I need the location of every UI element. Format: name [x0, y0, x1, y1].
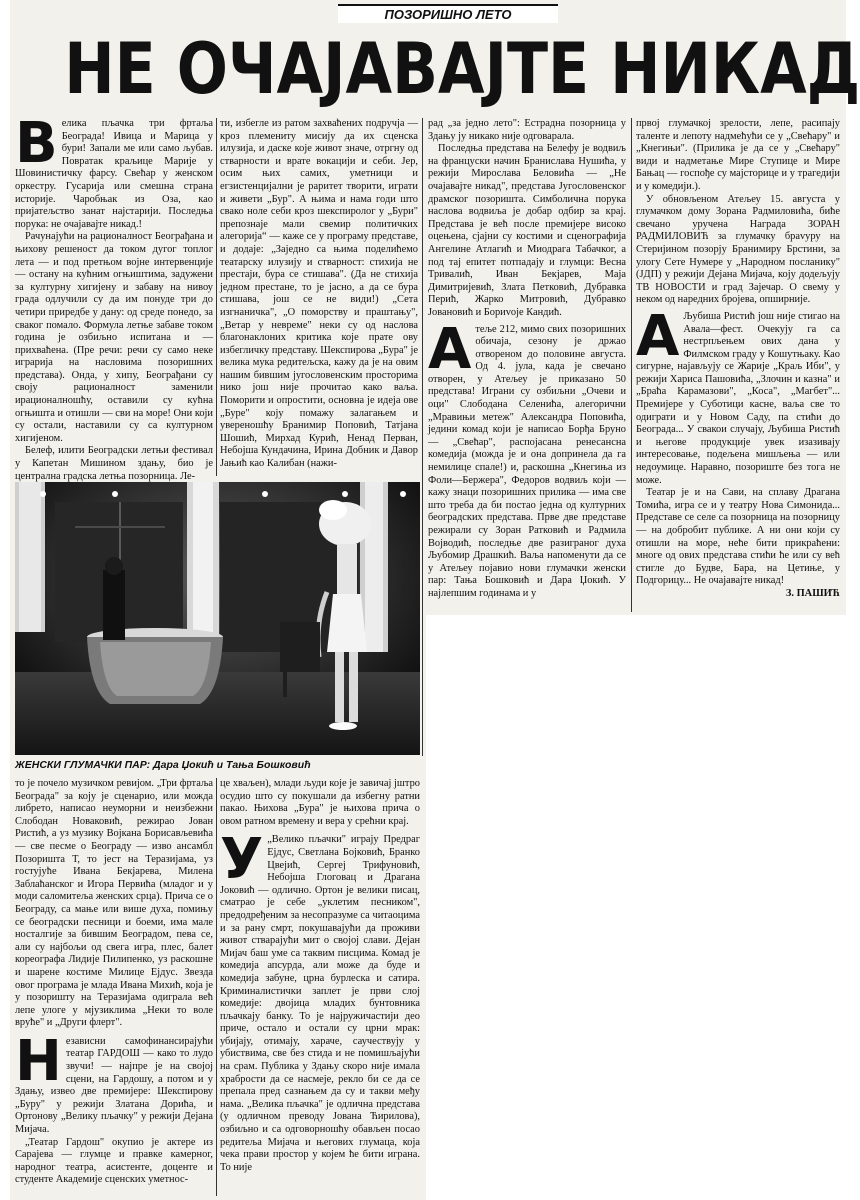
drop-cap: А — [636, 303, 680, 369]
column-text: Последња представа на Белефу је водвиљ на француски начин Бранислава Нушића, у режији Мирослава Беловића — „Не очајавајте никад", представа Југословенског драмског позоришта. Симболична порука наслова водвиља је добар одбир за крај. Представа је већ после премијере високо оцењена, сјајни су костими и сценографија Ангелине Атлагић и Миодрага Табачког, а под тај епитет потпадају и глумци: Весна Тривалић, Иван Бекјарев, Маја Димитријевић, Злата Петковић, Дубравка Перић, Жарко Митровић, Дубравко Јовановић и Бориvoје Кандић. — [428, 143, 626, 318]
column-text: елика пљачка три фртаља Београда! Ивица и Марица у бури! Запали ме или само љубав. Повратак краљице Марије у Шовинистичку фарсу. Свећар у женском оркестру. Гусарија или смешна страна историје. Чаробњак из Оза, као пријатељство занат најстарији. Последња порука: не очајавајте никад.! — [15, 118, 213, 230]
photo-caption: ЖЕНСКИ ГЛУМАЧКИ ПАР: Дара Џокић и Тања Бошковић — [15, 759, 311, 771]
column-text: це хваљен), млади људи које је завичај јштро осудио што су покушали да избегну ратни пакао. Њихова „Бура" је њихова прича о овом ратном времену и вера у срећни крај. — [220, 778, 420, 827]
column-text: Театар је и на Сави, на сплаву Драгана Томића, игра се и у театру Нова Симонида... Представе се селе са позорница на позорницу — на добробит публике. А ни они који су отишли на море, неће бити прикраћени: многе од ових представа стићи ће или су већ стигле до Будве, Бара, на Цетиње, у Подгорицу... Не очајавајте никад! — [636, 487, 840, 587]
author-signature: З. ПАШИЋ — [785, 587, 840, 599]
column-text: Рачунајући на рационалност Београђана и њихову решеност да током дугог топлог лета — и под претњом војне интервенције — остану на кућним огњиштима, задужени за културну хигијену и забаву на нивоу града одлучили су да им понуде три до четири приредбе у дану: од среде понедо, за сваког помало. Формула летње забаве током година је озбиљно испитана и — прихваћена. (Пре речи: речи су само неке игрaрија на насловима позоришних представа). Онда, у хипу, Београђани су своју рационалност заменили ирационалношћу, оставили су кућна огњишта и отишли — сви на море! Они који су остали, наставили су са културном хигијеном. — [15, 231, 213, 444]
column-text: Љубиша Ристић још није стигао на Авала—фест. Очекују га са нестрпљењем ових дана у Филмском граду у Кошутњаку. Као сигурне, најављују се Жарије „Краљ Иби", у режији Хариса Пашовића, „Злочин и казна" и „Браћа Карамазови", „Коса", „Магбет"... Премијере у Суботици касне, ваља све то одиграти и у Новом Саду, па стићи до Београда... У свакои случају, Љубиша Ристић и његове продукције увек изазивају интересовање, подељена мишљења — или недоумице. Наравно, позориште без тога не може. — [636, 310, 840, 486]
column-text: ти, избегле из ратом захваћених подручја — кроз племениту мисију да их сценска илузија, и даске које живот значе, отргну од стварности и врате вокацији и себи. Јер, осим њих самих, уметници и егзистенцијални је раритет творити, играти и живети „Бур". А њима и нама годи што свако ноле себи кроз шекспиролог у „Бури" препознаје мали свемир политичких алегорија“ — каже се у програму представе, и додаје: „Заједно са њима поделићемо театарску илузију и стварност: стихија не престаји, бура се стишава". (Да не стихија једном престане, то је јасно, а да се бура стишава, још се не види!) „Сета изгнаничка", „О поморству и праштању", „Ветар у невреме" неки су од наслова благонаклоних критика које прате ову избегличку представу. Шекспирова „Бура" је велика мука редитељска, кажу да је на овим нашим бившим југословенским просторима нико још није прочитао како ваља. Поморити и опростити, основна је идеја ове „Буре" коју помажу залагањем и увереношћу Бранимир Поповић, Татјана Шошић, Мирхад Курић, Ненад Перван, Небојша Кундачина, Ирина Добник и Давор Јањић као Калибан (нажи- — [220, 118, 418, 470]
column-text: езависни самофинансирајући театар ГАРДОШ — како то лудо звучи! — најпре је на својој сцени, на Гардошу, а потом и у Здању, извео две премијере: Шекспирову „Буру" у режији Златана Дорића, и Ортонову „Велику пљачку" у режији Дејана Мијача. — [15, 1035, 213, 1136]
column-text: „Велико пљачки" играју Предраг Ејдус, Светлана Бојковић, Бранко Цвејић, Сергеј Трифуновић, Небојша Глоговац и Драгана Јоковић — одлично. Ортон је велики писац, сматрао је себе „уклетим песником", предодређеним за несопразуме са читаоцима и за рану смрт, покушавајући да проживи живот стварајући мит о својој слави. Дејан Мијач баш уме са таквим писцима. Комад је комедија апсурда, али може да буде и комедија забуне, црна бурлеска и сатира. Криминалистички заплет је први слој комедије: двојица младих бунтовника пљачкају банку. То је најружичастији део приче, остало и остали су црни мрак: убијају, отимају, хараче, саучествују у убиствима, све без стида и не помишљајући на срам. Публика у Здању скоро није имала храбрости да се насмеје, рекло би се да се препала пред сазнањем да су и такви међу нама. „Велика пљачка" је одлична представа (у одличном преводу Јована Ћирилова), озбиљно и са одговорношћу обављен посао редитеља Мијача и његових глумаца, која чека прави простор у којем ће бити играна. То није — [220, 834, 420, 1173]
article-column-1 — [15, 111, 213, 482]
column-text: првој глумачкој зрелости, лепе, расипају таленте и лепоту надмећући се у „Свећару" и „Кнегињи". (Прилика је да се у „Свећару" види и надметање Мире Ступице и Мире Бањац — госпође су мајсторице и у трагедији и у комедији.). — [636, 118, 840, 192]
drop-cap: А — [428, 316, 472, 382]
column-rule — [422, 118, 423, 756]
column-rule — [216, 118, 217, 476]
headline: НЕ ОЧАЈАВАЈТЕ НИКАД — [64, 28, 860, 110]
column-text: рад „за једно лето": Естрадна позорница у Здању ју никако није одговарала. — [428, 118, 626, 142]
column-text: „Театар Гардош" окупио је актере из Сарајева — глумце и правке камерног, народног театра, асистенте, доценте и студенте Академије сценских уметнос- — [15, 1136, 213, 1186]
article-column-6 — [220, 778, 420, 1196]
article-column-4 — [636, 118, 840, 612]
column-text: теље 212, мимо свих позоришних обичаја, сезону је држао отвореном до половине августа. Од 4. јула, када је свечано отворен, у Атељеу је приказано 50 представа! Играни су озбиљни „Очеви и оци" Слободана Селенића, алегорични „Мравињи метеж" Александра Поповића, једини комад који је написао Борђа Бруно — „Свећар", распојасана ренесансна комедија (можда је и она допринела да га немилице спале!) и, раскошна „Кнегиња из Фоли—Бержера", Федоров водвиљ који — кажу знаци позоришних прилика — има све што треба да би постао једна од културних београдских представа. Прве две представе режирали су Зоран Ратковић и Радмила Војводић, последње две разиграног духа Љубомир Драшкић. Ваља напоменути да се у Атељеу појавио нови глумачки женски пар: Тања Бошковић и Дара Џокић. У најлепшим годинама и у — [428, 323, 626, 599]
stage-photo — [15, 482, 420, 755]
article-column-2 — [220, 118, 418, 476]
drop-cap: Н — [15, 1028, 62, 1094]
column-rule — [631, 118, 632, 612]
article-column-5 — [15, 778, 213, 1196]
drop-cap: У — [220, 827, 264, 893]
rubric-label: ПОЗОРИШНО ЛЕТО — [338, 4, 558, 23]
column-rule — [216, 778, 217, 1196]
drop-cap: В — [15, 111, 58, 176]
article-column-3 — [428, 118, 626, 612]
stage-photo-image — [15, 482, 420, 755]
column-text: У обновљеном Атељеу 15. августа у глумачком дому Зорана Радмиловића, биће свечано уручена Награда ЗОРАН РАДМИЛОВИЋ за глумачку браvуру на Стеријином позорју Бранимиру Брстини, за улогу Сете Нумере у „Народном посланику" (ЈДП) у режији Дејана Мијача, коју додељују ТВ НОВОСТИ и град Зајечар. О свему у неком од наредних бројева, опширније. — [636, 193, 840, 306]
column-text: то је почело музичком ревијом. „Три фртаља Београда" за коју је сценарио, или можда либрето, написао неуморни и неизбежни Слободан Новаковић, режирао Јован Ристић, а уз музику Војкана Борисављевића — све песме о Београду — изво ансамбл Позоришта Т, то јест на Теразијама, уз гостујуће Ивана Бекјарева, Милена Заблаћанског и Игора Первића (младог и у моди саломитеља женских срца). Прича се о Београду, са мање или више духа, помињу се београдски песници и боеми, има мале носталгије за бившим Београдом, пева се, али су најбољи од свега игра, плес, балет кореографа Лидије Пилипенко, уз раскошне и шарене костиме Милице Ејдус. Звезда овог програма је млада Ивана Михић, која је у позоришту на Теразијама одиграла већ лепе улоге у мјузиклима „Неки то воле вруће" и „Други флерт". — [15, 778, 213, 1029]
column-text: Белеф, илити Београдски летњи фестивал у Капетан Мишином здању, био је централна градска летња позорница. Ле- — [15, 445, 213, 482]
